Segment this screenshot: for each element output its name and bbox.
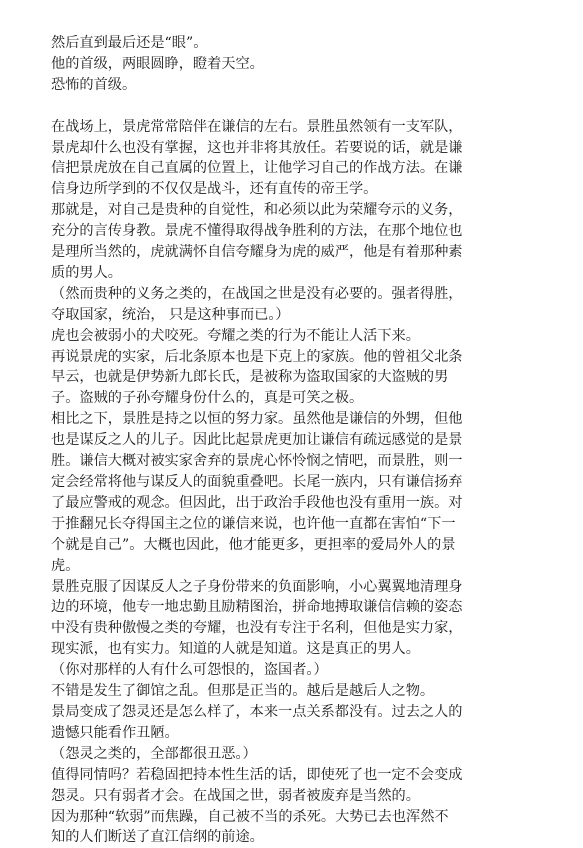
text-line: 是理所当然的，虎就满怀自信夸耀身为虎的威严，他是有着那种素: [51, 244, 463, 261]
text-line: 遗憾只能看作丑陋。: [51, 724, 179, 741]
paragraph: [51, 326, 551, 347]
paragraph: [51, 681, 551, 702]
text-line: 怨灵。只有弱者才会。在战国之世，弱者被废弃是当然的。: [51, 787, 420, 804]
text-line: （你对那样的人有什么可怨恨的，盗国者。）: [51, 662, 328, 679]
text-line: 信把景虎放在自己直属的位置上，让他学习自己的作战方法。在谦: [51, 160, 463, 177]
text-line: 知的人们断送了直江信纲的前途。: [51, 829, 264, 846]
text-line: 中没有贵种傲慢之类的夸耀，也没有专注于名利，但他是实力家，: [51, 620, 463, 637]
text-line: （怨灵之类的，全部都很丑恶。）: [51, 745, 257, 762]
paragraph: [51, 807, 551, 848]
text-line: 景胜克服了因谋反人之子身份带来的负面影响，小心翼翼地清理身: [51, 578, 463, 595]
text-line: 现实派，也有实力。知道的人就是知道。这是真正的男人。: [51, 641, 420, 658]
text-line: 然后直到最后还是“眼”。: [51, 35, 208, 51]
paragraph: [51, 200, 551, 284]
text-line: （然而贵种的义务之类的，在战国之世是没有必要的。强者得胜，: [51, 285, 463, 302]
text-line: 因为那种“软弱”而焦躁，自己被不当的杀死。大势已去也浑然不: [51, 808, 449, 825]
text-line: 虎也会被弱小的犬咬死。夸耀之类的行为不能让人活下来。: [51, 327, 420, 344]
text-line: 早云，也就是伊势新九郎长氏，是被称为盗取国家的大盗贼的男: [51, 369, 449, 386]
text-line: 相比之下，景胜是持之以恒的努力家。虽然他是谦信的外甥，但他: [51, 411, 463, 428]
text-line: 虎。: [51, 557, 80, 574]
paragraph: [51, 117, 551, 201]
paragraph: [51, 577, 551, 661]
text-line: 了最应警戒的观念。但因此，出于政治手段他也没有重用一族。对: [51, 494, 463, 511]
paragraph: [51, 744, 551, 765]
text-line: 不错是发生了御馆之乱。但那是正当的。越后是越后人之物。: [51, 683, 435, 700]
paragraph: [51, 347, 551, 410]
text-line: 质的男人。: [51, 264, 122, 281]
document-page: [51, 33, 551, 848]
text-line: 于推翻兄长夺得国主之位的谦信来说，也许他一直都在害怕“下一: [51, 515, 456, 532]
text-line: 个就是自己”。大概也因此，他才能更多，更担率的爱局外人的景: [51, 536, 456, 553]
text-line: 边的环境，他专一地忠勤且励精图治，拼命地搏取谦信信赖的姿态: [51, 599, 463, 616]
paragraph: [51, 702, 551, 744]
text-line: 恐怖的首级。: [51, 76, 137, 93]
text-line: 景局变成了怨灵还是怎么样了，本来一点关系都没有。过去之人的: [51, 703, 463, 720]
text-line: 景虎却什么也没有掌握，这也并非将其放任。若要说的话，就是谦: [51, 139, 463, 156]
text-line: 值得同情吗？若稳固把持本性生活的话，即使死了也一定不会变成: [51, 766, 463, 783]
text-line: 再说景虎的实家，后北条原本也是下克上的家族。他的曾祖父北条: [51, 348, 463, 365]
paragraph: [51, 409, 551, 576]
paragraph: [51, 765, 551, 807]
text-line: 信身边所学到的不仅仅是战斗，还有直传的帝王学。: [51, 181, 378, 198]
text-line: 定会经常将他与谋反人的面貌重叠吧。长尾一族内，只有谦信扬弃: [51, 474, 463, 491]
text-line: 充分的言传身教。景虎不懂得取得战争胜利的方法，在那个地位也: [51, 223, 463, 240]
text-line: 胜。谦信大概对被实家舍弃的景虎心怀怜悯之情吧，而景胜，则一: [51, 453, 463, 470]
text-line: 在战场上，景虎常常陪伴在谦信的左右。景胜虽然领有一支军队，: [51, 118, 463, 135]
text-line: 夺取国家，统治， 只是这种事而已。）: [51, 306, 290, 323]
text-line: 子。盗贼的子孙夸耀身份什么的，真是可笑之极。: [51, 390, 364, 407]
paragraph: [51, 660, 551, 681]
text-line: 他的首级，两眼圆睁，瞪着天空。: [51, 55, 264, 72]
paragraph: [51, 284, 551, 326]
text-line: 那就是，对自己是贵种的自觉性，和必须以此为荣耀夸示的义务，: [51, 202, 463, 219]
paragraph: [51, 75, 551, 96]
paragraph: [51, 54, 551, 75]
paragraph: [51, 33, 551, 54]
paragraph-spacer: [51, 96, 551, 117]
text-line: 也是谋反之人的儿子。因此比起景虎更加让谦信有疏远感觉的是景: [51, 432, 463, 449]
